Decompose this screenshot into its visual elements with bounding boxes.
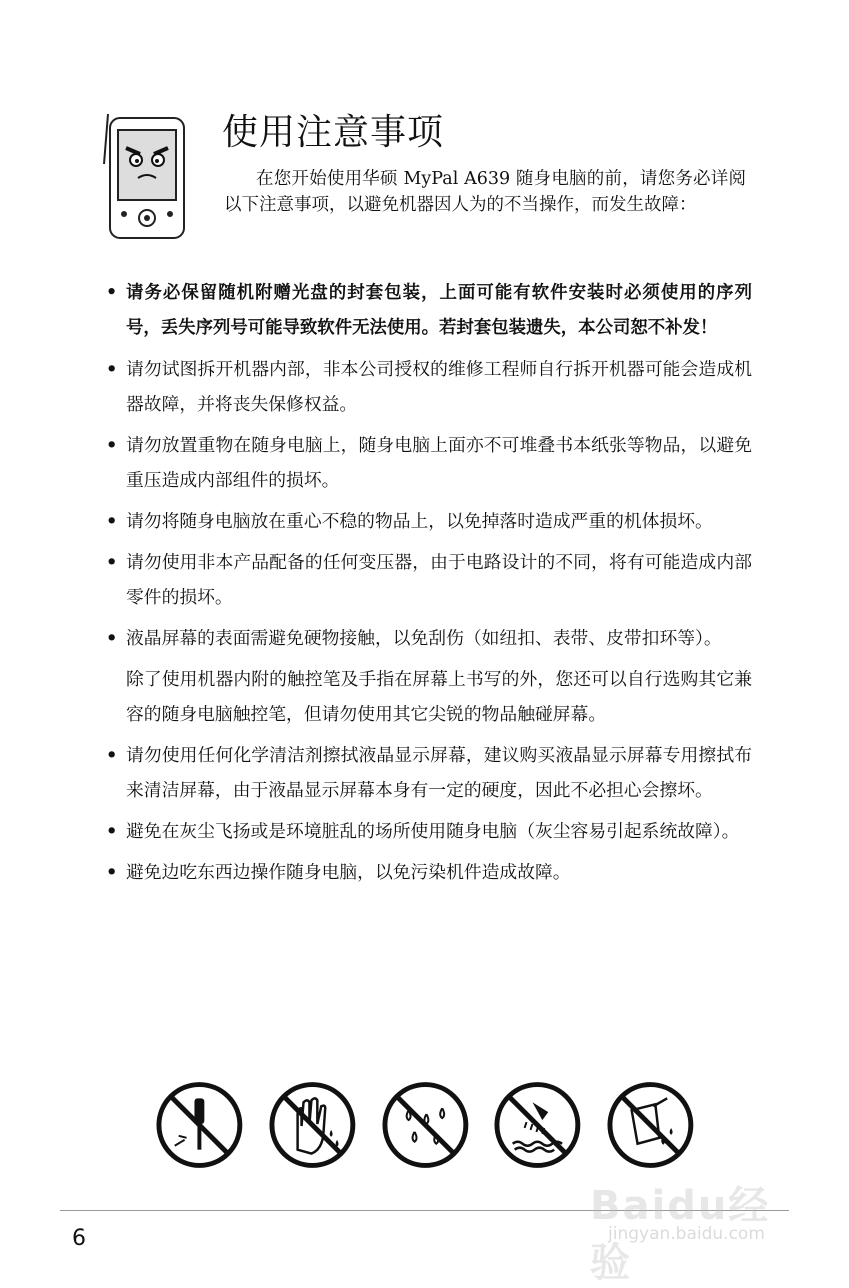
list-item: • 请勿放置重物在随身电脑上，随身电脑上面亦不可堆叠书本纸张等物品，以避免重压造成内部组件的损坏。 xyxy=(106,435,752,491)
list-item: • 避免边吃东西边操作随身电脑，以免污染机件造成故障。 xyxy=(106,862,571,883)
precaution-list xyxy=(104,276,752,896)
list-item-continuation: 除了使用机器内附的触控笔及手指在屏幕上书写的外，您还可以自行选购其它兼容的随身电脑触控笔，但请勿使用其它尖锐的物品触碰屏幕。 xyxy=(126,669,752,725)
list-item: • 请勿使用任何化学清洁剂擦拭液晶显示屏幕，建议购买液晶显示屏幕专用擦拭布来清洁屏幕，由于液晶显示屏幕本身有一定的硬度，因此不必担心会擦坏。 xyxy=(106,745,752,801)
no-shower-icon xyxy=(493,1080,582,1170)
list-item: • 避免在灰尘飞扬或是环境脏乱的场所使用随身电脑（灰尘容易引起系统故障）。 xyxy=(106,821,740,842)
no-screwdriver-icon xyxy=(155,1080,244,1170)
no-water-drops-icon xyxy=(381,1080,470,1170)
watermark-url: jingyan.baidu.com xyxy=(608,1224,765,1244)
list-item: • 请勿试图拆开机器内部，非本公司授权的维修工程师自行拆开机器可能会造成机器故障，并将丧失保修权益。 xyxy=(106,359,752,415)
baidu-watermark xyxy=(590,1174,810,1286)
page-title: 使用注意事项 xyxy=(222,112,445,153)
no-wet-hand-icon xyxy=(268,1080,357,1170)
page-number: 6 xyxy=(72,1226,86,1251)
no-spilled-drink-icon xyxy=(606,1080,695,1170)
list-item: • 请务必保留随机附赠光盘的封套包装，上面可能有软件安装时必须使用的序列号，丢失序列号可能导致软件无法使用。若封套包装遗失，本公司恕不补发！ xyxy=(106,283,752,338)
list-item: • 请勿将随身电脑放在重心不稳的物品上，以免掉落时造成严重的机体损坏。 xyxy=(106,511,713,532)
watermark-brand: Baidu经验 xyxy=(590,1183,771,1286)
list-item: • 请勿使用非本产品配备的任何变压器，由于电路设计的不同，将有可能造成内部零件的损坏。 xyxy=(106,552,752,608)
prohibition-icons xyxy=(155,1080,695,1170)
list-item: • 液晶屏幕的表面需避免硬物接触，以免刮伤（如纽扣、表带、皮带扣环等）。 除了使用机器内附的触控笔及手指在屏幕上书写的外，您还可以自行选购其它兼容的随身电脑触控笔，但请勿使用其它尖锐的物品触碰屏幕。 xyxy=(104,621,752,732)
intro-paragraph: 在您开始使用华硕 MyPal A639 随身电脑的前，请您务必详阅以下注意事项，以避免机器因人为的不当操作，而发生故障： xyxy=(224,169,746,215)
pda-mascot-illustration xyxy=(100,104,192,242)
